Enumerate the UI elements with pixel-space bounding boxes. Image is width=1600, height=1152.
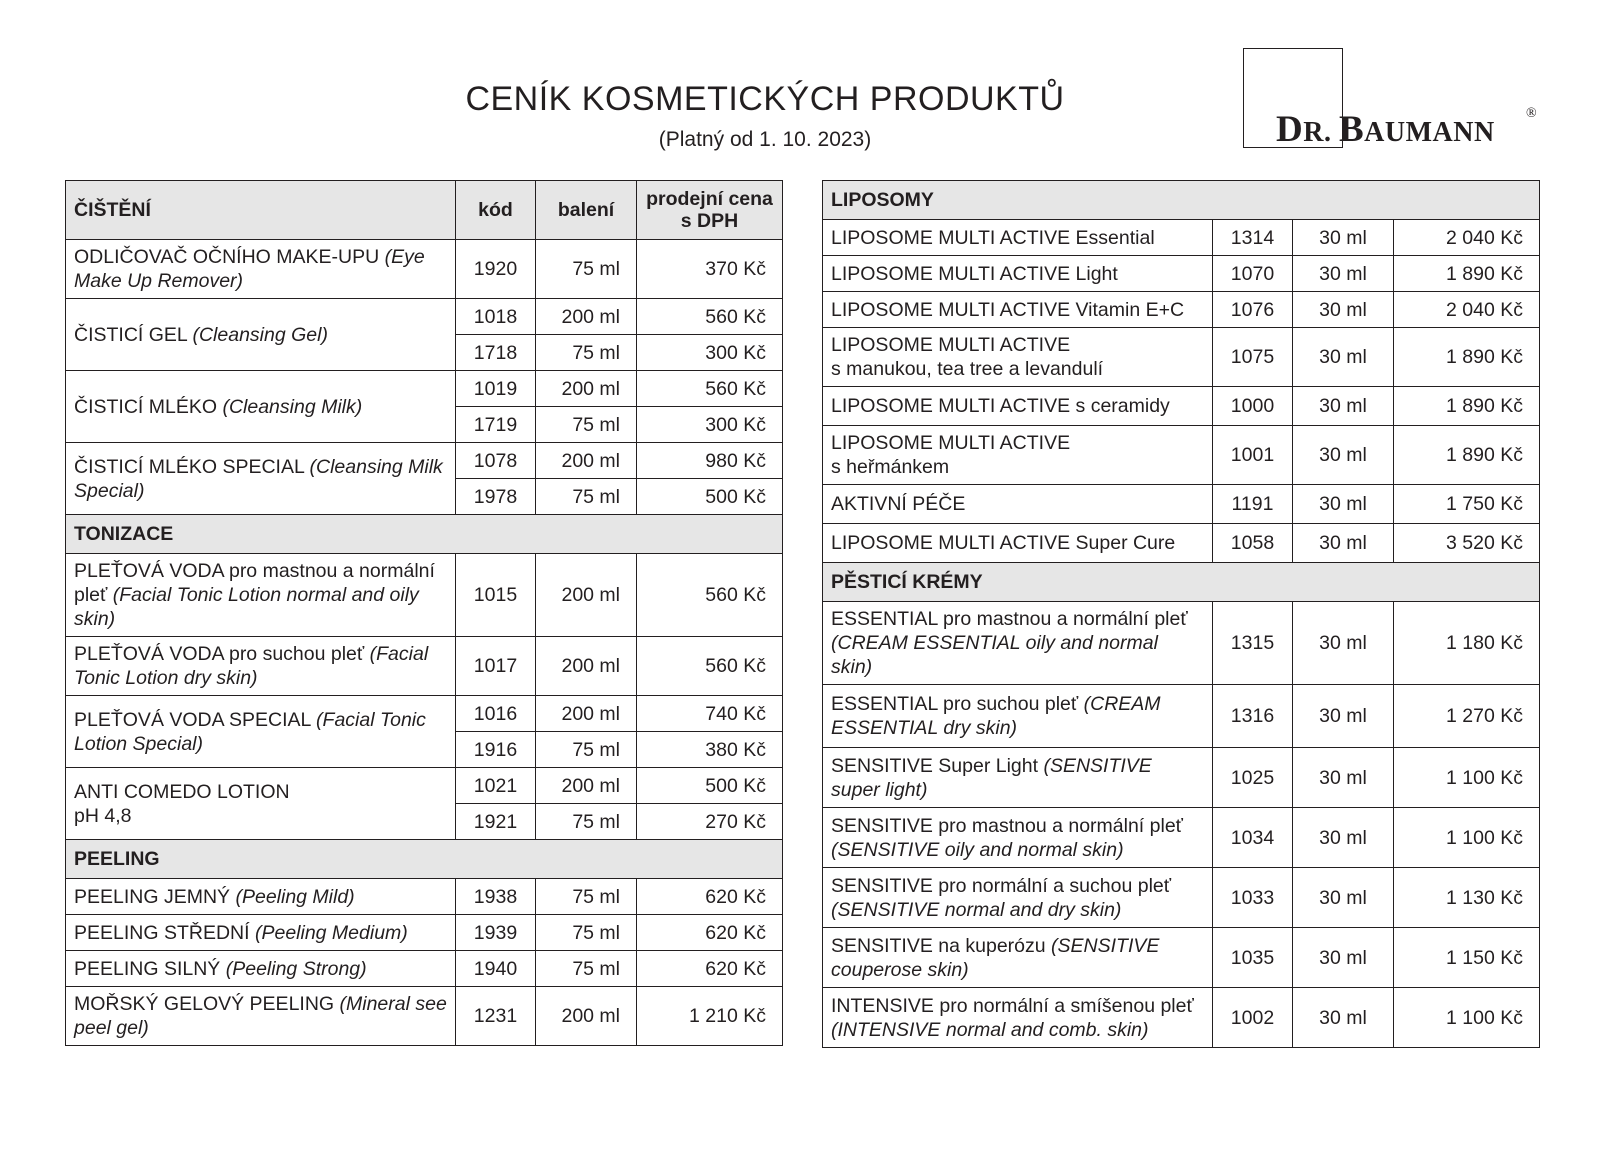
product-code: 1939: [456, 915, 536, 951]
product-name: [823, 748, 1213, 808]
price-header-line1: prodejní cena: [646, 188, 773, 210]
table-row: [823, 748, 1540, 808]
product-name-en: (Facial Tonic Lotion normal and oily skin): [74, 584, 419, 630]
product-package: 30 ml: [1293, 387, 1394, 426]
product-code: 1314: [1213, 220, 1293, 256]
product-name-cz: SENSITIVE pro normální a suchou pleť: [831, 874, 1172, 897]
product-price: 1 890 Kč: [1394, 426, 1540, 485]
product-price: 2 040 Kč: [1394, 292, 1540, 328]
table-row: [66, 299, 783, 335]
product-name: [66, 768, 456, 840]
product-code: 1719: [456, 407, 536, 443]
product-price: 300 Kč: [637, 335, 783, 371]
product-name-cz: ESSENTIAL pro mastnou a normální pleť: [831, 608, 1188, 630]
product-price: 620 Kč: [637, 879, 783, 915]
table-row: [823, 387, 1540, 426]
product-package: 30 ml: [1293, 602, 1394, 685]
product-name-cz: SENSITIVE na kuperózu: [831, 934, 1046, 957]
product-package: 75 ml: [536, 335, 637, 371]
product-code: 1021: [456, 768, 536, 804]
product-price: 500 Kč: [637, 768, 783, 804]
table-row: [823, 220, 1540, 256]
table-row: [823, 256, 1540, 292]
product-package: 75 ml: [536, 804, 637, 840]
table-row: [823, 602, 1540, 685]
product-package: 30 ml: [1293, 748, 1394, 808]
product-name-cz: PEELING STŘEDNÍ: [74, 921, 250, 944]
product-price: 1 270 Kč: [1394, 685, 1540, 748]
product-name-cz: LIPOSOME MULTI ACTIVE Super Cure: [831, 532, 1176, 554]
product-price: 620 Kč: [637, 915, 783, 951]
product-price: 560 Kč: [637, 371, 783, 407]
product-package: 200 ml: [536, 637, 637, 696]
product-code: 1033: [1213, 868, 1293, 928]
product-price: 980 Kč: [637, 443, 783, 479]
product-name-cz: LIPOSOME MULTI ACTIVE: [831, 432, 1071, 454]
product-name: [823, 426, 1213, 485]
product-code: 1316: [1213, 685, 1293, 748]
product-name-en: (Peeling Mild): [235, 885, 355, 908]
product-name: [823, 524, 1213, 563]
product-price: 2 040 Kč: [1394, 220, 1540, 256]
product-code: 1231: [456, 987, 536, 1046]
section-header-row: [66, 181, 783, 240]
product-code: 1018: [456, 299, 536, 335]
section-header-row: [823, 181, 1540, 220]
product-price: 1 750 Kč: [1394, 485, 1540, 524]
product-code: 1000: [1213, 387, 1293, 426]
product-name-cz: INTENSIVE pro normální a smíšenou pleť: [831, 994, 1194, 1017]
section-title: LIPOSOMY: [823, 181, 1540, 220]
table-row: [66, 951, 783, 987]
product-package: 30 ml: [1293, 808, 1394, 868]
product-name: [823, 602, 1213, 685]
product-price: 300 Kč: [637, 407, 783, 443]
section-header-row: [823, 563, 1540, 602]
product-name: [823, 808, 1213, 868]
column-header-code: kód: [456, 181, 536, 240]
section-header-row: [66, 840, 783, 879]
product-price: 1 100 Kč: [1394, 748, 1540, 808]
product-name-cz: LIPOSOME MULTI ACTIVE s ceramidy: [831, 395, 1170, 417]
product-name-en: (Peeling Strong): [225, 957, 367, 980]
product-code: 1001: [1213, 426, 1293, 485]
product-name-cz: ODLIČOVAČ OČNÍHO MAKE-UPU: [74, 246, 380, 268]
product-price: 560 Kč: [637, 554, 783, 637]
price-table-left: [65, 180, 783, 1046]
registered-mark: ®: [1526, 106, 1537, 121]
product-price: 740 Kč: [637, 696, 783, 732]
product-name-en: (Facial Tonic Lotion Special): [74, 708, 426, 755]
product-price: 1 890 Kč: [1394, 387, 1540, 426]
product-code: 1035: [1213, 928, 1293, 988]
product-name-cz: PEELING JEMNÝ: [74, 885, 231, 908]
product-name-en: (SENSITIVE super light): [831, 754, 1152, 801]
product-name-en: (INTENSIVE normal and comb. skin): [831, 1018, 1149, 1041]
section-title: PEELING: [66, 840, 783, 879]
product-price: 1 180 Kč: [1394, 602, 1540, 685]
product-code: 1015: [456, 554, 536, 637]
product-package: 30 ml: [1293, 328, 1394, 387]
product-name-cz: PEELING SILNÝ: [74, 957, 221, 980]
product-name: [66, 637, 456, 696]
product-package: 75 ml: [536, 915, 637, 951]
table-row: [823, 808, 1540, 868]
column-header-price: [637, 181, 783, 240]
table-row: [823, 485, 1540, 524]
product-price: 380 Kč: [637, 732, 783, 768]
product-package: 30 ml: [1293, 524, 1394, 563]
product-name: [823, 292, 1213, 328]
product-price: 1 100 Kč: [1394, 808, 1540, 868]
product-package: 75 ml: [536, 479, 637, 515]
column-header-package: balení: [536, 181, 637, 240]
table-row: [66, 915, 783, 951]
product-name-cz: PLEŤOVÁ VODA SPECIAL: [74, 708, 311, 731]
product-package: 200 ml: [536, 443, 637, 479]
product-name-en: (Cleansing Gel): [192, 323, 328, 346]
page-subtitle: (Platný od 1. 10. 2023): [658, 128, 872, 151]
product-package: 200 ml: [536, 987, 637, 1046]
section-title: TONIZACE: [66, 515, 783, 554]
product-code: 1076: [1213, 292, 1293, 328]
product-name-cz: PLEŤOVÁ VODA pro suchou pleť: [74, 643, 365, 665]
section-title: ČIŠTĚNÍ: [66, 181, 456, 240]
product-name: [823, 685, 1213, 748]
product-name-cz: ESSENTIAL pro suchou pleť: [831, 693, 1079, 715]
table-row: [66, 696, 783, 732]
table-row: [823, 928, 1540, 988]
product-name-cz: SENSITIVE Super Light: [831, 754, 1039, 777]
product-package: 30 ml: [1293, 485, 1394, 524]
product-package: 30 ml: [1293, 220, 1394, 256]
product-name: [66, 371, 456, 443]
product-code: 1002: [1213, 988, 1293, 1048]
product-name: [823, 928, 1213, 988]
product-name-cz: ČISTICÍ MLÉKO SPECIAL: [74, 455, 305, 478]
product-package: 30 ml: [1293, 685, 1394, 748]
product-name-en: (SENSITIVE oily and normal skin): [831, 838, 1124, 861]
table-row: [823, 292, 1540, 328]
product-name: [66, 443, 456, 515]
product-name: [823, 328, 1213, 387]
table-row: [66, 443, 783, 479]
product-name: [823, 220, 1213, 256]
product-name: [823, 868, 1213, 928]
brand-logo: DR. BAUMANN: [1276, 109, 1495, 150]
product-name-cz: AKTIVNÍ PÉČE: [831, 493, 966, 515]
product-name: [66, 240, 456, 299]
product-package: 30 ml: [1293, 426, 1394, 485]
product-name-en: (SENSITIVE normal and dry skin): [831, 898, 1122, 921]
product-package: 30 ml: [1293, 256, 1394, 292]
table-row: [823, 685, 1540, 748]
product-price: 270 Kč: [637, 804, 783, 840]
product-name: [66, 299, 456, 371]
product-name-en: (SENSITIVE couperose skin): [831, 934, 1160, 981]
product-code: 1016: [456, 696, 536, 732]
product-package: 200 ml: [536, 696, 637, 732]
product-code: 1938: [456, 879, 536, 915]
product-name-line2: pH 4,8: [74, 804, 132, 827]
section-title: PĚSTICÍ KRÉMY: [823, 563, 1540, 602]
product-name-en: (Cleansing Milk Special): [74, 455, 443, 502]
product-name: [66, 987, 456, 1046]
product-name-en: (Eye Make Up Remover): [74, 246, 425, 292]
product-name-en: (Mineral see peel gel): [74, 993, 447, 1039]
product-name-line2: s heřmánkem: [831, 456, 950, 478]
product-code: 1315: [1213, 602, 1293, 685]
product-price: 370 Kč: [637, 240, 783, 299]
product-name-cz: PLEŤOVÁ VODA pro mastnou a normální pleť: [74, 560, 435, 606]
table-row: [823, 868, 1540, 928]
product-name-cz: LIPOSOME MULTI ACTIVE Light: [831, 262, 1118, 285]
product-name: [823, 485, 1213, 524]
section-header-row: [66, 515, 783, 554]
page-title: CENÍK KOSMETICKÝCH PRODUKTŮ: [465, 80, 1065, 118]
product-code: 1070: [1213, 256, 1293, 292]
product-code: 1078: [456, 443, 536, 479]
product-price: 1 130 Kč: [1394, 868, 1540, 928]
product-price: 1 890 Kč: [1394, 328, 1540, 387]
product-name-cz: MOŘSKÝ GELOVÝ PEELING: [74, 993, 335, 1015]
product-package: 75 ml: [536, 240, 637, 299]
product-price: 560 Kč: [637, 637, 783, 696]
product-name: [66, 696, 456, 768]
product-price: 560 Kč: [637, 299, 783, 335]
product-code: 1718: [456, 335, 536, 371]
product-name-cz: LIPOSOME MULTI ACTIVE Vitamin E+C: [831, 298, 1185, 321]
product-price: 3 520 Kč: [1394, 524, 1540, 563]
product-code: 1034: [1213, 808, 1293, 868]
product-name-cz: ČISTICÍ GEL: [74, 323, 188, 346]
product-package: 75 ml: [536, 879, 637, 915]
product-price: 1 210 Kč: [637, 987, 783, 1046]
product-name: [66, 554, 456, 637]
product-name: [823, 988, 1213, 1048]
product-code: 1025: [1213, 748, 1293, 808]
product-name: [66, 915, 456, 951]
product-name: [823, 256, 1213, 292]
table-row: [66, 768, 783, 804]
price-table-right: [822, 180, 1540, 1048]
table-row: [823, 328, 1540, 387]
product-code: 1191: [1213, 485, 1293, 524]
product-name: [823, 387, 1213, 426]
product-name: [66, 951, 456, 987]
product-code: 1075: [1213, 328, 1293, 387]
table-row: [66, 879, 783, 915]
product-name-en: (Peeling Medium): [254, 921, 408, 944]
product-package: 200 ml: [536, 768, 637, 804]
table-row: [823, 426, 1540, 485]
product-package: 30 ml: [1293, 868, 1394, 928]
product-code: 1916: [456, 732, 536, 768]
product-package: 75 ml: [536, 732, 637, 768]
product-code: 1921: [456, 804, 536, 840]
product-code: 1058: [1213, 524, 1293, 563]
product-price: 620 Kč: [637, 951, 783, 987]
product-code: 1940: [456, 951, 536, 987]
product-price: 1 150 Kč: [1394, 928, 1540, 988]
table-row: [66, 371, 783, 407]
price-header-line2: s DPH: [680, 210, 739, 232]
product-code: 1017: [456, 637, 536, 696]
product-package: 30 ml: [1293, 928, 1394, 988]
table-row: [66, 240, 783, 299]
product-package: 200 ml: [536, 371, 637, 407]
product-code: 1019: [456, 371, 536, 407]
product-price: 1 100 Kč: [1394, 988, 1540, 1048]
product-name-cz: LIPOSOME MULTI ACTIVE: [831, 334, 1071, 356]
table-row: [823, 988, 1540, 1048]
product-package: 200 ml: [536, 299, 637, 335]
product-name-cz: SENSITIVE pro mastnou a normální pleť: [831, 814, 1183, 837]
product-name-cz: ČISTICÍ MLÉKO: [74, 395, 218, 418]
table-row: [66, 554, 783, 637]
product-name-line2: s manukou, tea tree a levandulí: [831, 358, 1104, 380]
product-package: 75 ml: [536, 407, 637, 443]
product-package: 30 ml: [1293, 988, 1394, 1048]
product-name-en: (CREAM ESSENTIAL dry skin): [831, 693, 1161, 739]
table-row: [823, 524, 1540, 563]
product-package: 30 ml: [1293, 292, 1394, 328]
product-price: 500 Kč: [637, 479, 783, 515]
product-name: [66, 879, 456, 915]
product-name-en: (Cleansing Milk): [222, 395, 363, 418]
product-code: 1920: [456, 240, 536, 299]
product-price: 1 890 Kč: [1394, 256, 1540, 292]
table-row: [66, 637, 783, 696]
product-name-en: (CREAM ESSENTIAL oily and normal skin): [831, 632, 1158, 678]
product-name-en: (Facial Tonic Lotion dry skin): [74, 643, 429, 689]
product-name-cz: ANTI COMEDO LOTION: [74, 780, 290, 803]
product-package: 200 ml: [536, 554, 637, 637]
product-package: 75 ml: [536, 951, 637, 987]
product-name-cz: LIPOSOME MULTI ACTIVE Essential: [831, 226, 1155, 249]
table-row: [66, 987, 783, 1046]
product-code: 1978: [456, 479, 536, 515]
